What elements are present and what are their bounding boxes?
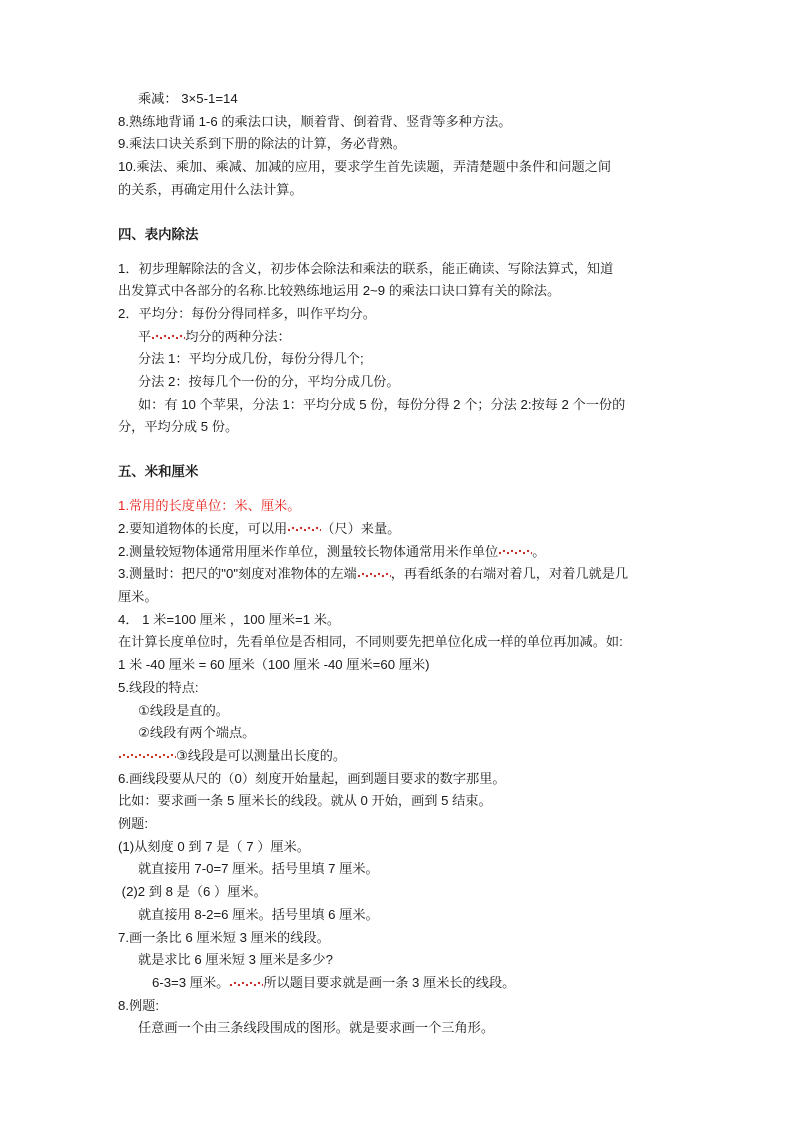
document-line: 分法 1：平均分成几份，每份分得几个; (138, 351, 364, 367)
document-line: 就直接用 8-2=6 厘米。括号里填 6 厘米。 (138, 906, 379, 922)
document-line: 出发算式中各部分的名称.比较熟练地运用 2~9 的乘法口诀口算有关的除法。 (118, 283, 561, 299)
document-line: 在计算长度单位时，先看单位是否相同，不同则要先把单位化成一样的单位再加减。如: (118, 634, 623, 650)
document-line: ①线段是直的。 (138, 702, 229, 718)
document-line: 如：有 10 个苹果，分法 1：平均分成 5 份，每份分得 2 个；分法 2:按每 2 个一份的 (138, 396, 626, 412)
line-text-after: ，再看纸条的右端对着几，对着几就是几 (390, 566, 629, 582)
document-line: 就是求比 6 厘米短 3 厘米是多少? (138, 952, 333, 968)
wavy-underline-mark (498, 549, 532, 555)
document-line: 2．平均分：每份分得同样多，叫作平均分。 (118, 305, 376, 321)
document-line (118, 972, 685, 995)
document-line: 任意画一个由三条线段围成的图形。就是要求画一个三角形。 (138, 1020, 495, 1036)
document-line: 8.熟练地背诵 1-6 的乘法口诀，顺着背、倒着背、竖背等多种方法。 (118, 113, 512, 129)
line-text-before: 3.测量时：把尺的"0"刻度对准物体的左端 (118, 566, 357, 582)
document-line: 9.乘法口诀关系到下册的除法的计算，务必背熟。 (118, 136, 406, 152)
document-line: 1．初步理解除法的含义，初步体会除法和乘法的联系，能正确读、写除法算式，知道 (118, 260, 614, 276)
wavy-underline-mark (229, 981, 263, 987)
wavy-underline-mark (151, 334, 185, 340)
document-line: 厘米。 (118, 589, 158, 605)
line-text-before: 2.测量较短物体通常用厘米作单位，测量较长物体通常用米作单位 (118, 543, 499, 559)
document-line: 就直接用 7-0=7 厘米。括号里填 7 厘米。 (138, 861, 379, 877)
document-line (118, 541, 685, 564)
section-heading: 五、米和厘米 (118, 464, 199, 480)
document-line (118, 563, 685, 586)
document-line: (1)从刻度 0 到 7 是（ 7 ）厘米。 (118, 838, 310, 854)
document-line: (2)2 到 8 是（6 ）厘米。 (118, 884, 267, 900)
line-text-after: 。 (532, 543, 546, 559)
document-line: 10.乘法、乘加、乘减、加减的应用，要求学生首先读题，弄清楚题中条件和问题之间 (118, 159, 612, 175)
document-line: 的关系，再确定用什么法计算。 (118, 181, 303, 197)
document-line: 7.画一条比 6 厘米短 3 厘米的线段。 (118, 929, 330, 945)
document-line: 1.常用的长度单位：米、厘米。 (118, 498, 301, 514)
document-line: 分法 2：按每几个一份的分，平均分成几份。 (138, 374, 400, 390)
document-line (118, 518, 685, 541)
line-text-before: 平 (138, 328, 152, 344)
wavy-underline-mark (357, 572, 391, 578)
wavy-underline-mark (142, 753, 176, 759)
document-line: 8.例题: (118, 997, 160, 1013)
document-line: ②线段有两个端点。 (138, 725, 256, 741)
line-text-after: （尺）来量。 (321, 520, 401, 536)
wavy-underline-mark (287, 526, 321, 532)
document-line: 例题: (118, 816, 149, 832)
document-line: 1 米 -40 厘米 = 60 厘米（100 厘米 -40 厘米=60 厘米) (118, 657, 430, 673)
wavy-underline-mark (118, 753, 142, 759)
document-line: 6.画线段要从尺的（0）刻度开始量起，画到题目要求的数字那里。 (118, 770, 506, 786)
document-body (118, 88, 685, 1040)
document-line: 4． 1 米=100 厘米 ，100 厘米=1 米。 (118, 611, 341, 627)
section-heading: 四、表内除法 (118, 226, 199, 242)
line-text-before: 2.要知道物体的长度，可以用 (118, 520, 288, 536)
document-line: 乘减： 3×5-1=14 (138, 91, 238, 106)
line-text-after: 均分的两种分法： (185, 328, 291, 344)
document-line: 分，平均分成 5 份。 (118, 419, 239, 435)
document-line: 比如：要求画一条 5 厘米长的线段。就从 0 开始，画到 5 结束。 (118, 793, 492, 809)
document-line (118, 326, 685, 349)
line-text-after: ③线段是可以测量出长度的。 (176, 747, 347, 763)
document-line (118, 745, 685, 768)
document-line: 5.线段的特点: (118, 679, 199, 695)
line-text-before: 6-3=3 厘米。 (152, 975, 230, 990)
line-text-after: 所以题目要求就是画一条 3 厘米长的线段。 (263, 975, 516, 990)
